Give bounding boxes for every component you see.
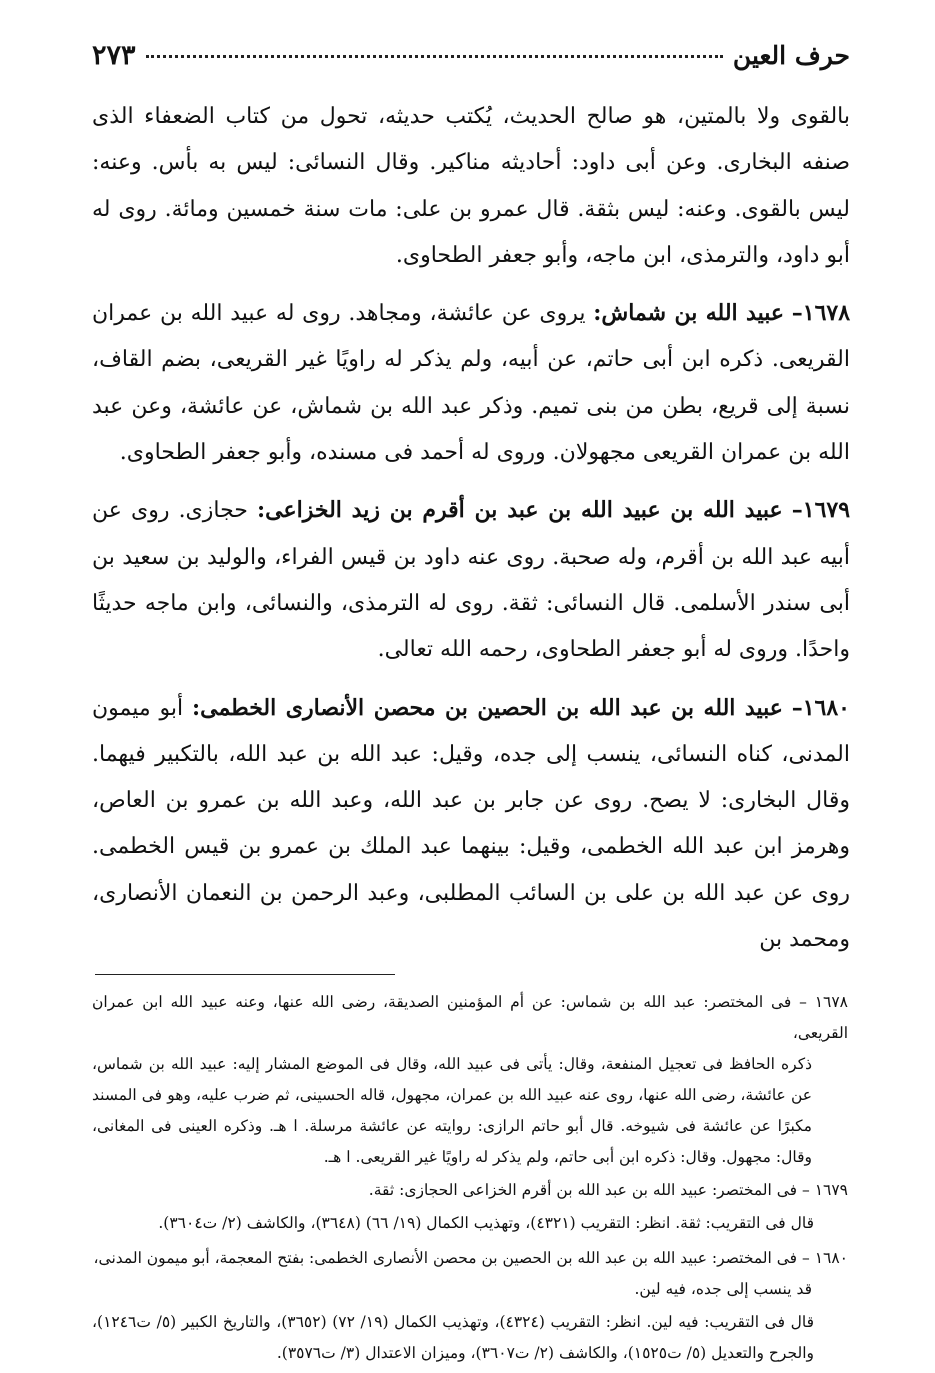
entry-number: ١٦٨٠–	[791, 694, 850, 721]
page-number: ٢٧٣	[92, 40, 136, 71]
footnote-lead: ١٦٨٠ – فى المختصر: عبيد الله بن عبد الله بن الحصين بن محصن الأنصارى الخطمى: بفتح المعجمة، أبو ميمون المدنى،	[93, 1249, 848, 1268]
entry-1678	[92, 290, 850, 476]
footnote-1678	[92, 987, 850, 1173]
main-text	[92, 94, 850, 963]
entry-number: ١٦٧٩–	[791, 497, 851, 524]
footnote-lead: ١٦٧٨ – فى المختصر: عبد الله بن شماس: عن أم المؤمنين الصديقة، رضى الله عنها، وعنه عبيد الله ابن عمران القريعى،	[92, 993, 848, 1043]
footnotes	[92, 987, 850, 1369]
footnote-1679	[92, 1175, 850, 1206]
footnote-continuation: ذكره الحافظ فى تعجيل المنفعة، وقال: يأتى فى عبيد الله، وقال فى الموضع المشار إليه: عبيد الله بن شماس، عن عائشة، رضى الله عنها، روى عنه عبيد الله بن عمران، مجهول، قاله الحسينى، ثم ضرب عليه، وهو فى المسند مكبرًا عن عائشة فى شيوخه. قال أبو حاتم الرازى: روايته عن عائشة مرسلة. ا هـ. وذكره العينى فى المغانى، وقال: مجهول. وقال: ذكره ابن أبى حاتم، ولم يذكر له راويًا غير القريعى. ا هـ.	[92, 1055, 812, 1167]
entry-text: أبو ميمون المدنى، كناه النسائى، ينسب إلى جده، وقيل: عبد الله بن عبد الله، بالتكبير فيهما. وقال البخارى: لا يصح. روى عن جابر بن عبد الله، وعبد الله بن عمرو بن العاص، وهرمز ابن عبد الله الخطمى، وقيل: بينهما عبد الملك بن عمرو بن قيس الخطمى. روى عن عبد الله بن على بن السائب المطلبى، وعبد الرحمن بن النعمان الأنصارى، ومحمد بن	[92, 695, 850, 953]
entry-text: حجازى. روى عن أبيه عبد الله بن أقرم، وله صحبة. روى عنه داود بن قيس الفراء، والوليد بن سعيد بن أبى سندر الأسلمى. قال النسائى: ثقة. روى له الترمذى، والنسائى، وابن ماجه حديثًا واحدًا. وروى له أبو جعفر الطحاوى، رحمه الله تعالى.	[92, 498, 850, 663]
footnote-continuation: قد ينسب إلى جده، فيه لين.	[634, 1280, 812, 1299]
entry-heading: عبيد الله بن شماش:	[593, 300, 784, 327]
footnote-1680	[92, 1243, 850, 1305]
entry-number: ١٦٧٨–	[791, 300, 851, 327]
entry-heading: عبيد الله بن عبد الله بن الحصين بن محصن الأنصارى الخطمى:	[192, 694, 783, 721]
entry-text: يروى عن عائشة، ومجاهد. روى له عبيد الله بن عمران القريعى. ذكره ابن أبى حاتم، عن أبيه، ولم يذكر له راويًا غير القريعى، بضم القاف، نسبة إلى قريع، بطن من بنى تميم. وذكر عبد الله بن شماش، عن عائشة، وعن عبد الله بن عمران القريعى مجهولان. وروى له أحمد فى مسنده، وأبو جعفر الطحاوى.	[92, 301, 850, 466]
dotted-leader	[146, 54, 723, 58]
chapter-title: حرف العين	[732, 41, 850, 70]
footnote-1679-reference: قال فى التقريب: ثقة. انظر: التقريب (٤٣٢١)، وتهذيب الكمال (١٩/ ٦٦) (٣٦٤٨)، والكاشف (٢/ ت٣٦٠٤).	[158, 1214, 814, 1233]
paragraph-continuation	[92, 94, 850, 279]
footnote-separator	[95, 974, 395, 975]
entry-heading: عبيد الله بن عبيد الله بن عبد بن أقرم بن زيد الخزاعى:	[257, 497, 783, 524]
footnote-lead: ١٦٧٩ – فى المختصر: عبيد الله بن عبد الله بن أقرم الخزاعى الحجازى: ثقة.	[368, 1181, 848, 1200]
entry-1679	[92, 487, 850, 673]
paragraph-text: بالقوى ولا بالمتين، هو صالح الحديث، يُكتب حديثه، تحول من كتاب الضعفاء الذى صنفه البخارى. وعن أبى داود: أحاديثه مناكير. وقال النسائى: ليس به بأس. وعنه: ليس بالقوى. وعنه: ليس بثقة. قال عمرو بن على: مات سنة خمسين ومائة. روى له أبو داود، والترمذى، ابن ماجه، وأبو جعفر الطحاوى.	[92, 104, 850, 268]
entry-1680	[92, 685, 850, 964]
running-header	[92, 40, 850, 90]
book-page	[92, 40, 850, 1373]
footnote-1680-reference: قال فى التقريب: فيه لين. انظر: التقريب (٤٣٢٤)، وتهذيب الكمال (١٩/ ٧٢) (٣٦٥٢)، والتاريخ الكبير (٥/ ت١٢٤٦)، والجرح والتعديل (٥/ ت١٥٢٥)، والكاشف (٢/ ت٣٦٠٧)، وميزان الاعتدال (٣/ ت٣٥٧٦).	[92, 1313, 814, 1363]
